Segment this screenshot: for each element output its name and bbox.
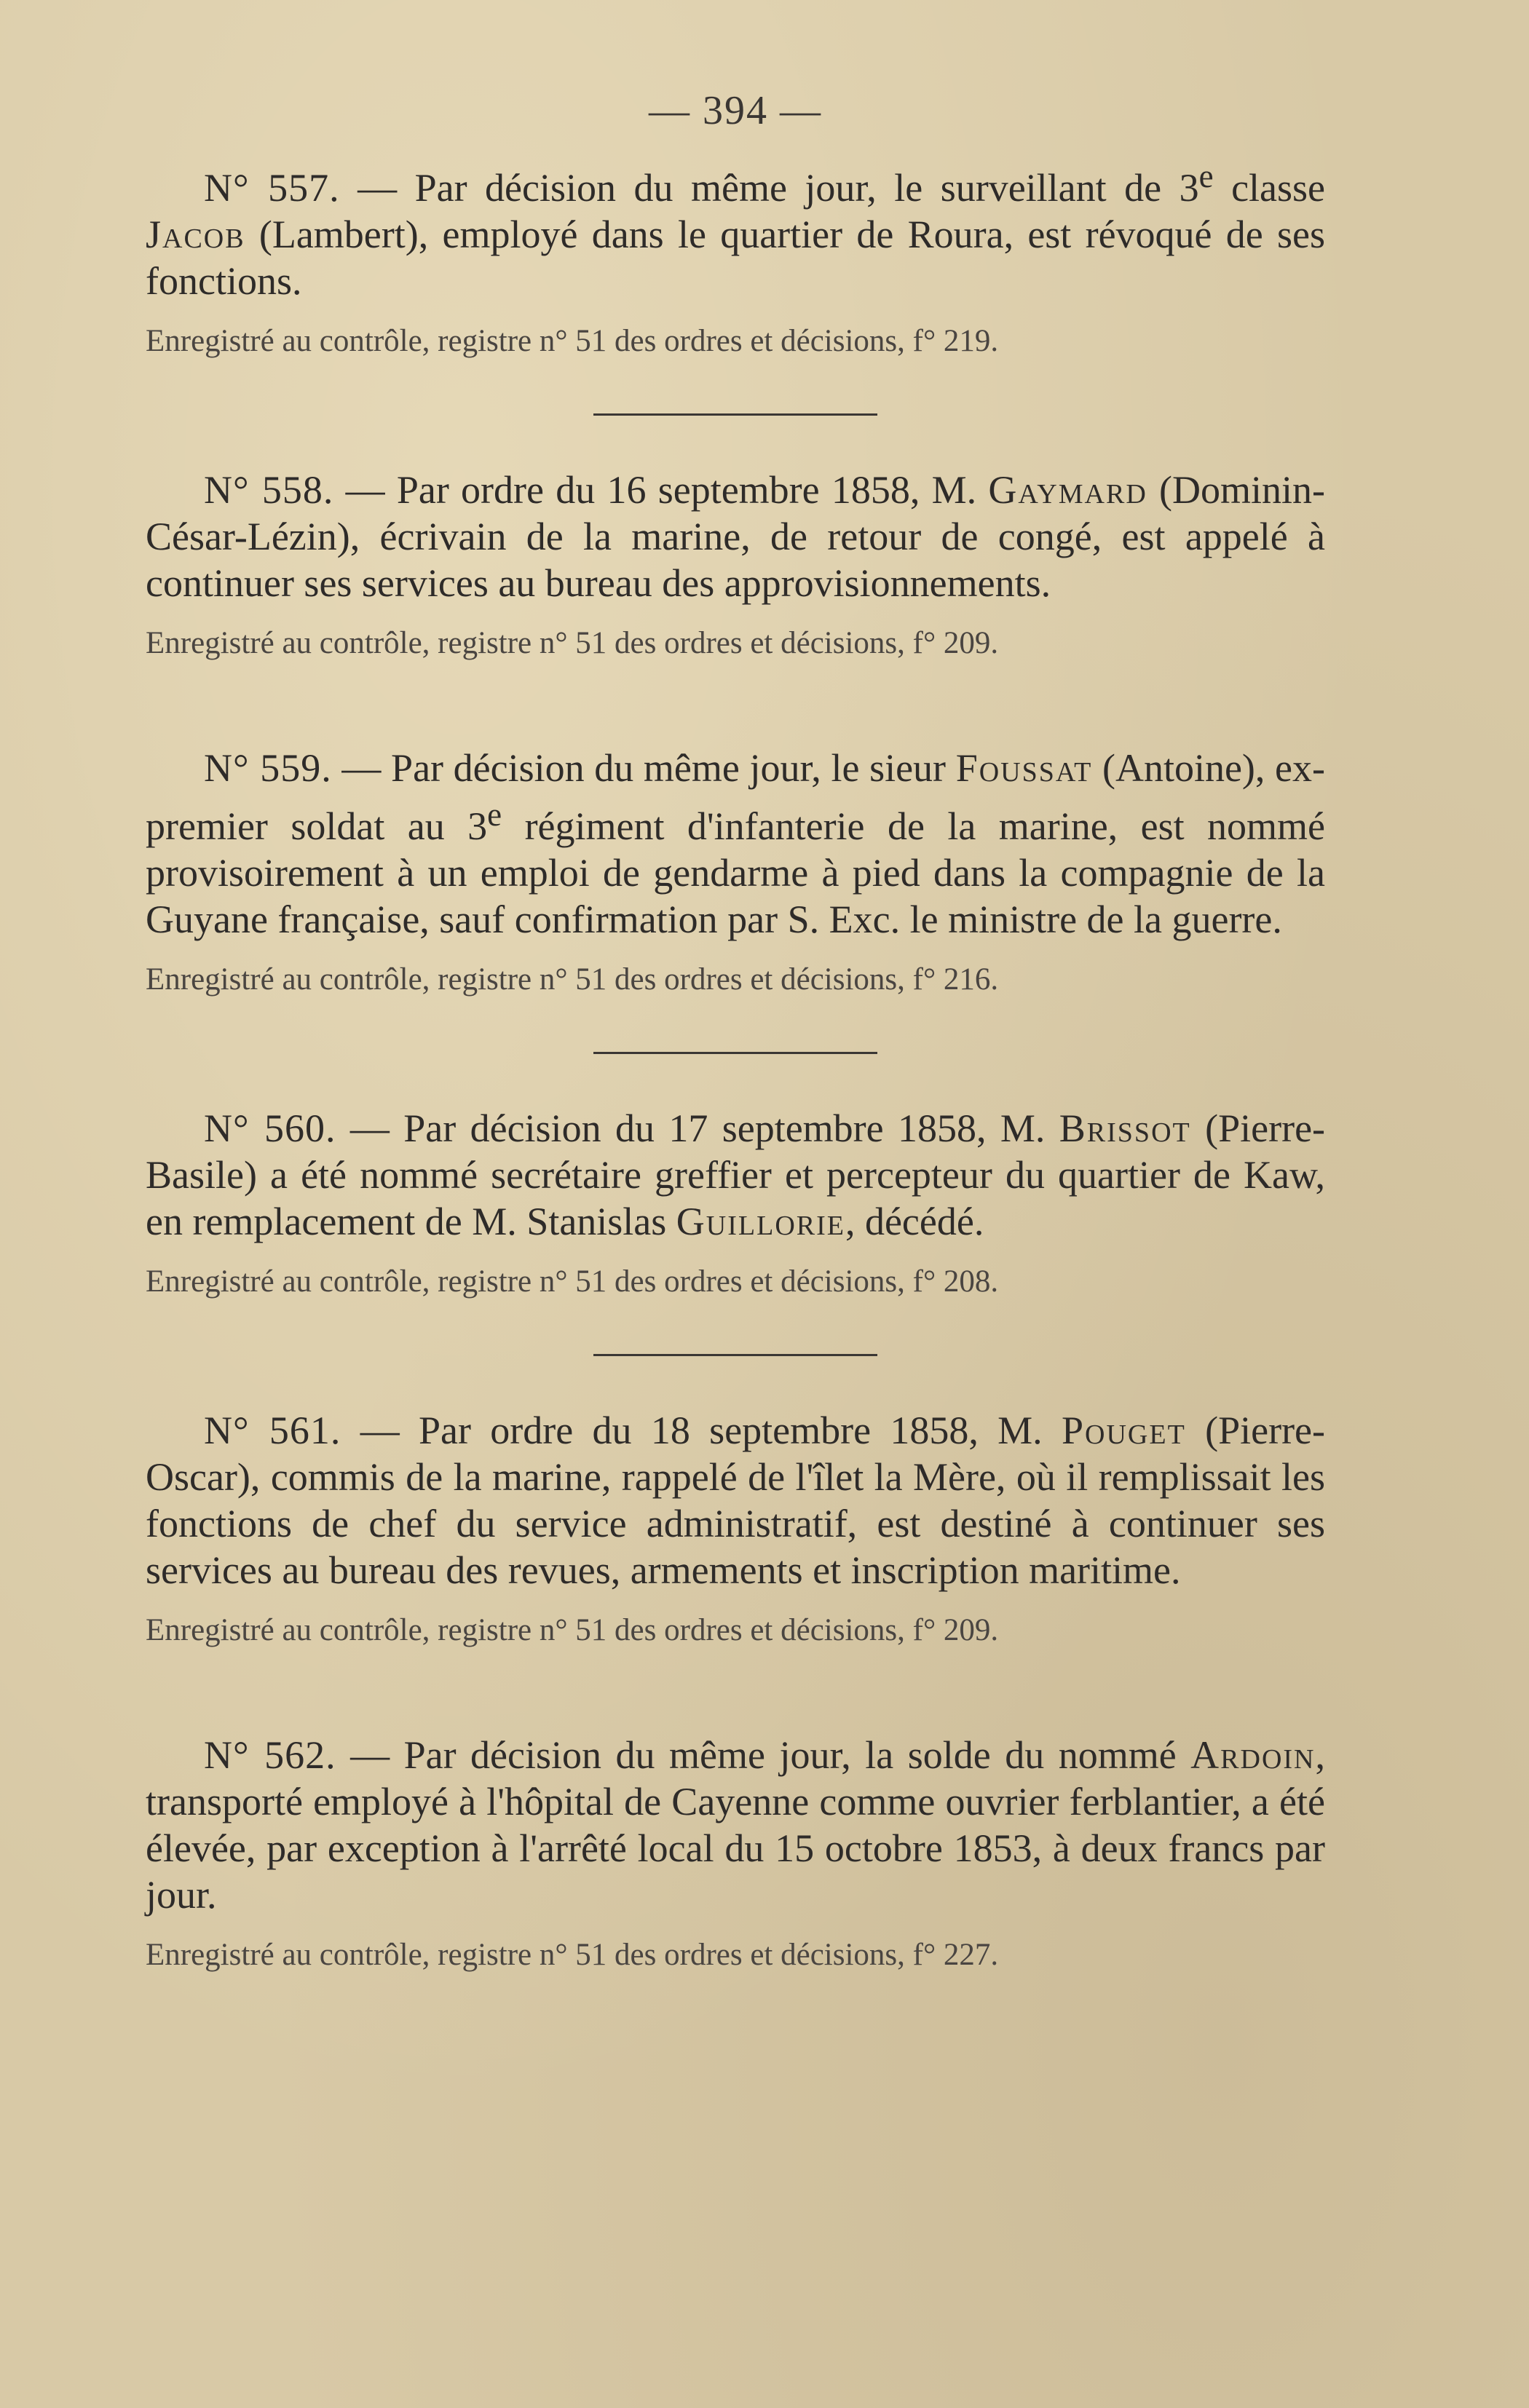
entry-text xyxy=(146,1407,1325,1593)
entry-558 xyxy=(146,467,1325,665)
registry-note: Enregistré au contrôle, registre n° 51 des ordres et décisions, f° 208. xyxy=(146,1264,999,1299)
entry-text-part: — Par décision du même jour, la solde du nommé xyxy=(336,1733,1191,1777)
entry-number: N° 559. xyxy=(204,746,332,790)
entry-text-part: — Par ordre du 18 septembre 1858, M. xyxy=(341,1409,1062,1452)
entry-number: N° 558. xyxy=(204,468,334,512)
person-surname: Brissot xyxy=(1059,1106,1191,1150)
entry-text-part: (Dominin-César-Lézin), écrivain de la marine, de retour de congé, est appelé à continuer ses services au bureau des approvisionnements. xyxy=(146,468,1325,605)
entry-spacing xyxy=(146,1652,1325,1732)
registry-note: Enregistré au contrôle, registre n° 51 des ordres et décisions, f° 227. xyxy=(146,1938,999,1972)
entry-text-part: (Pierre-Basile) a été nommé secrétaire greffier et percepteur du quartier de Kaw, en remplacement de M. Stanislas xyxy=(146,1106,1326,1243)
section-divider xyxy=(593,413,877,416)
section-divider xyxy=(593,1052,877,1054)
person-surname: Jacob xyxy=(146,213,245,256)
document-page xyxy=(146,87,1325,1976)
entry-text-part: (Lambert), employé dans le quartier de Roura, est révoqué de ses fonctions. xyxy=(146,213,1325,303)
entry-557 xyxy=(146,153,1325,363)
entry-text-part: (Pierre-Oscar), commis de la marine, rappelé de l'îlet la Mère, où il remplissait les fonctions de chef du service administratif, est destiné à continuer ses services au bureau des revues, armements et inscription maritime. xyxy=(146,1409,1326,1592)
ordinal-suffix: e xyxy=(487,796,502,833)
entry-561 xyxy=(146,1407,1325,1652)
person-surname: Guillorie xyxy=(676,1200,845,1243)
entry-text xyxy=(146,467,1325,606)
entry-text-part: , transporté employé à l'hôpital de Cayenne comme ouvrier ferblantier, a été élevée, par exception à l'arrêté local du 15 octobre 1853, à deux francs par jour. xyxy=(146,1733,1325,1917)
registry-note: Enregistré au contrôle, registre n° 51 des ordres et décisions, f° 219. xyxy=(146,324,999,358)
entry-number: N° 560. xyxy=(204,1106,336,1150)
registry-note: Enregistré au contrôle, registre n° 51 des ordres et décisions, f° 209. xyxy=(146,1613,999,1647)
entry-text xyxy=(146,1732,1325,1918)
entry-text-part: classe xyxy=(1213,166,1326,210)
entry-559 xyxy=(146,745,1325,1001)
entry-text-part: — Par décision du même jour, le surveillant de 3 xyxy=(339,166,1199,210)
person-surname: Pouget xyxy=(1062,1409,1186,1452)
entry-text-part: (Antoine), ex-premier soldat au 3 xyxy=(146,746,1326,848)
section-divider xyxy=(593,1354,877,1356)
entry-number: N° 561. xyxy=(204,1409,341,1452)
entry-number: N° 557. xyxy=(204,166,340,210)
entry-text xyxy=(146,745,1325,943)
entry-text-part: régiment d'infanterie de la marine, est nommé provisoirement à un emploi de gendarme à pied dans la compagnie de la Guyane française, sauf confirmation par S. Exc. le ministre de la guerre. xyxy=(146,804,1325,941)
entry-text-part: — Par ordre du 16 septembre 1858, M. xyxy=(333,468,989,512)
entry-spacing xyxy=(146,665,1325,745)
person-surname: Foussat xyxy=(955,746,1093,790)
entry-text xyxy=(146,153,1325,304)
entry-text-part: — Par décision du même jour, le sieur xyxy=(331,746,956,790)
ordinal-suffix: e xyxy=(1198,158,1214,194)
person-surname: Gaymard xyxy=(988,468,1147,512)
entry-number: N° 562. xyxy=(204,1733,336,1777)
registry-note: Enregistré au contrôle, registre n° 51 des ordres et décisions, f° 216. xyxy=(146,962,999,997)
entry-562 xyxy=(146,1732,1325,1976)
registry-note: Enregistré au contrôle, registre n° 51 des ordres et décisions, f° 209. xyxy=(146,626,999,660)
entry-560 xyxy=(146,1105,1325,1303)
entry-text xyxy=(146,1105,1325,1245)
page-number: — 394 — xyxy=(649,88,822,133)
entry-text-part: , décédé. xyxy=(845,1200,984,1243)
entry-text-part: — Par décision du 17 septembre 1858, M. xyxy=(336,1106,1059,1150)
person-surname: Ardoin xyxy=(1190,1733,1316,1777)
